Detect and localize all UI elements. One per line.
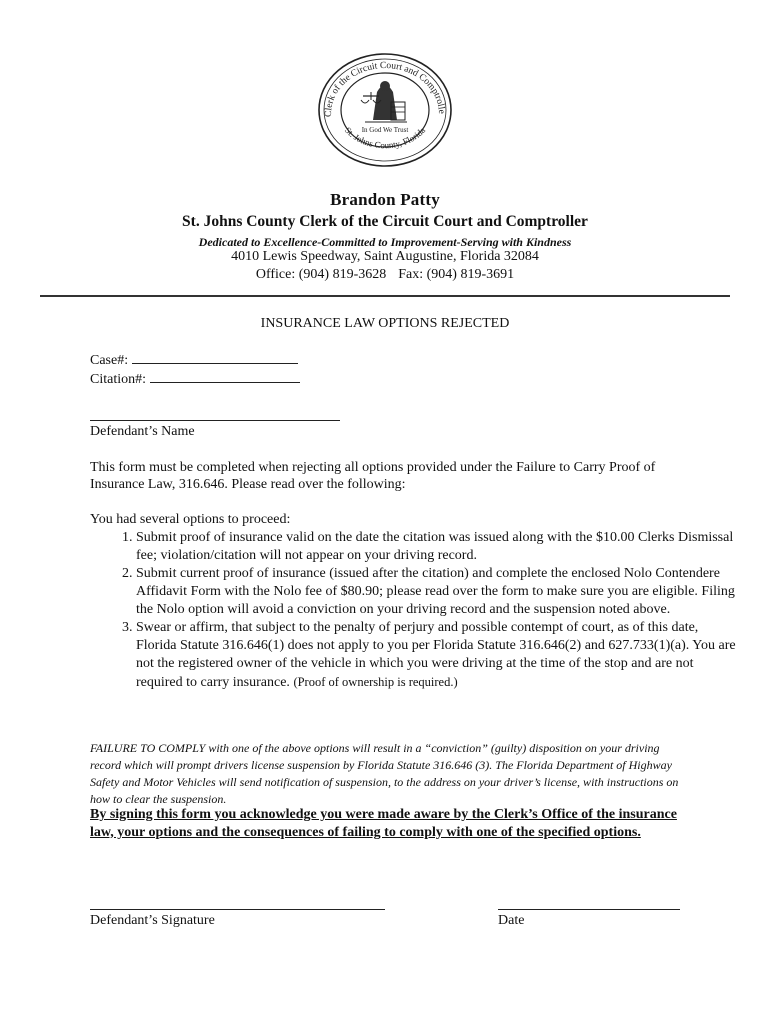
form-title: INSURANCE LAW OPTIONS REJECTED <box>260 316 510 331</box>
defendant-name-label: Defendant’s Name <box>90 424 195 439</box>
list-item <box>136 529 736 565</box>
defendant-name-blank[interactable] <box>90 420 340 421</box>
intro-paragraph: This form must be completed when rejecting all options provided under the Failure to Carry Proof of Insurance Law, 316.646. Please read over the following: <box>90 460 656 492</box>
failure-notice: FAILURE TO COMPLY with one of the above options will result in a “conviction” (guilty) disposition on your driving record which will prompt drivers license suspension by Florida Statute 316.646 (3). The Florida Department of Highway Safety and Motor Vehicles will send notification of suspension, to the address on your driver’s license, with instructions on how to clear the suspension. <box>90 741 679 806</box>
office-name: St. Johns County Clerk of the Circuit Court and Comptroller <box>182 213 588 230</box>
case-number-label: Case#: <box>90 353 129 368</box>
options-intro: You had several options to proceed: <box>90 512 291 527</box>
office-phone: Office: (904) 819-3628 <box>255 267 387 282</box>
option-1-text: Submit proof of insurance valid on the date the citation was issued along with the $10.00 Clerks Dismissal fee; violation/citation will not appear on your driving record. <box>136 530 734 563</box>
office-address: 4010 Lewis Speedway, Saint Augustine, Florida 32084 <box>231 249 539 264</box>
option-3-note: (Proof of ownership is required.) <box>293 675 458 689</box>
option-3-text: Swear or affirm, that subject to the penalty of perjury and possible contempt of court, as of this date, Florida Statute 316.646(1) does not apply to you per Florida Statute 316.646(2) and 627.733(1)(a). You are not the registered owner of the vehicle in which you were driving at the time of the stop and are not required to carry insurance. <box>136 620 736 690</box>
header-divider <box>40 295 730 297</box>
defendant-signature-label: Defendant’s Signature <box>90 913 215 928</box>
citation-number-label: Citation#: <box>90 372 146 387</box>
acknowledgement-statement: By signing this form you acknowledge you were made aware by the Clerk’s Office of the insurance law, your options and the consequences of failing to comply with one of the specified options. <box>90 807 677 840</box>
citation-number-field <box>90 369 300 388</box>
contact-numbers <box>0 267 770 283</box>
citation-number-blank[interactable] <box>150 369 300 383</box>
date-blank[interactable] <box>498 909 680 910</box>
option-2-text: Submit current proof of insurance (issued after the citation) and complete the enclosed Nolo Contendere Affidavit Form with the Nolo fee of $80.90; please read over the form to make sure you are eligible. Filing the Nolo option will avoid a conviction on your driving record and the suspension noted above. <box>136 566 735 617</box>
clerk-name: Brandon Patty <box>330 190 440 209</box>
list-item <box>136 565 736 619</box>
list-item <box>136 619 736 692</box>
options-list <box>90 529 736 692</box>
case-number-blank[interactable] <box>132 350 298 364</box>
case-number-field <box>90 350 298 369</box>
defendant-signature-blank[interactable] <box>90 909 385 910</box>
date-label: Date <box>498 913 525 928</box>
svg-text:Clerk of the Circuit Court and: Clerk of the Circuit Court and Comptrolle <box>323 60 447 118</box>
clerk-seal-logo <box>317 52 453 168</box>
fax-number: Fax: (904) 819-3691 <box>398 267 515 282</box>
svg-text:In God We Trust: In God We Trust <box>361 126 409 134</box>
svg-text:St. Johns County, Florida: St. Johns County, Florida <box>342 125 428 151</box>
office-motto: Dedicated to Excellence-Committed to Improvement-Serving with Kindness <box>198 235 572 249</box>
